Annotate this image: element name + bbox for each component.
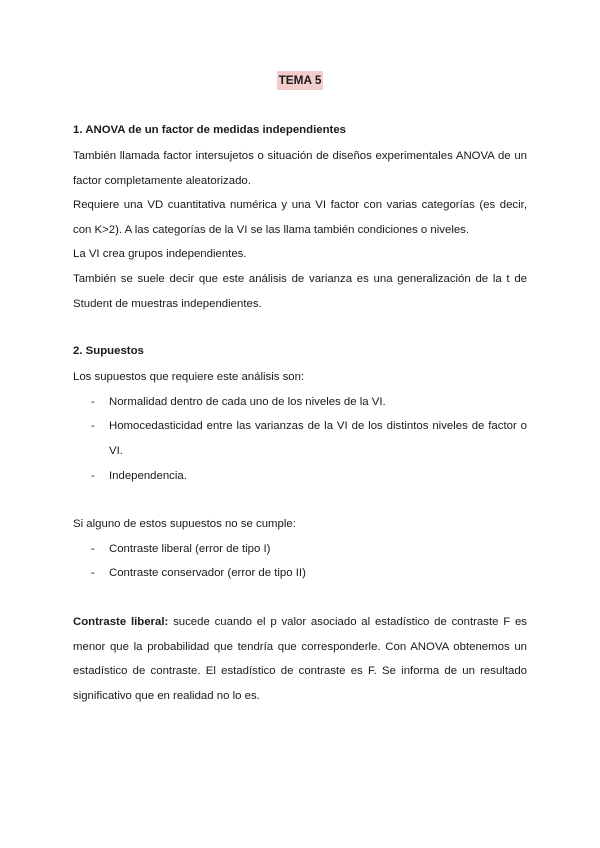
list-item-text: Normalidad dentro de cada uno de los niveles de la VI. [109,395,386,408]
section-1-heading: 1. ANOVA de un factor de medidas independientes [73,124,347,136]
spacer [73,488,527,512]
liberal-contrast-text: sucede cuando el p valor asociado al estadístico de contraste F es menor que la probabilidad que tendría que corresponderle. Con ANOVA obtenemos un estadístico de contraste. El estadístico de contraste es F. Se informa de un resultado significativo que en realidad no lo es. [73,615,527,702]
list-item-text: Homocedasticidad entre las varianzas de la VI de los distintos niveles de factor o VI. [109,420,527,457]
liberal-contrast-paragraph [73,610,527,708]
assumptions-list [73,390,527,488]
dash-marker: - [91,395,95,408]
list-item [73,464,527,489]
title-wrap [0,71,600,90]
spacer [73,316,527,341]
list-item-text: Contraste liberal (error de tipo I) [109,542,271,555]
dash-marker: - [91,567,95,580]
failure-intro: Si alguno de estos supuestos no se cumple: [73,518,296,531]
section-1-paragraph-3: La VI crea grupos independientes. [73,248,247,261]
list-item [73,390,527,415]
section-2-heading: 2. Supuestos [73,345,144,358]
dash-marker: - [91,420,95,433]
list-item-text: Independencia. [109,469,187,482]
section-1-paragraph-2: Requiere una VD cuantitativa numérica y una VI factor con varias categorías (es decir, con K>2). A las categorías de la VI se las llama también condiciones o niveles. [73,199,527,236]
section-1-paragraph-4: También se suele decir que este análisis de varianza es una generalización de la t de Student de muestras independientes. [73,272,527,310]
dash-marker: - [91,469,95,482]
list-item [73,561,527,586]
dash-marker: - [91,542,95,555]
list-item [73,414,527,463]
section-2-intro: Los supuestos que requiere este análisis son: [73,371,305,384]
section-1-paragraph-1: También llamada factor intersujetos o situación de diseños experimentales ANOVA de un factor completamente aleatorizado. [73,150,527,187]
liberal-contrast-term: Contraste liberal: [73,615,169,628]
list-item [73,537,527,562]
document-body [73,120,527,708]
document-title: TEMA 5 [277,71,324,90]
failure-list [73,537,527,586]
list-item-text: Contraste conservador (error de tipo II) [109,567,306,580]
spacer [73,586,527,610]
